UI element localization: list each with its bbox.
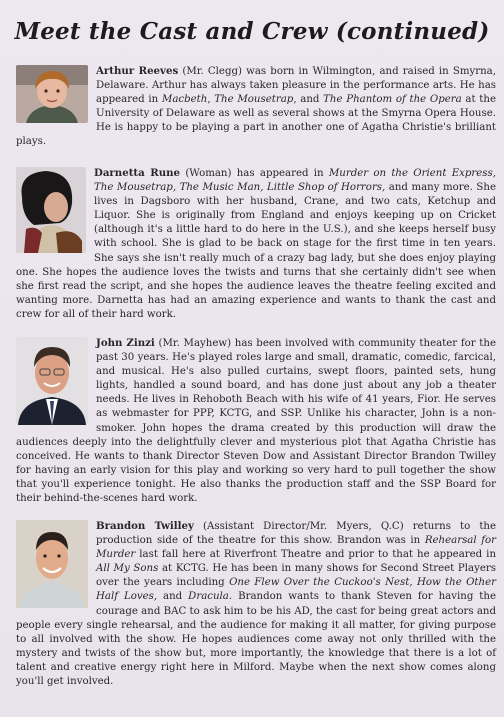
bio-role: (Woman) (185, 168, 232, 179)
headshot-brandon-twilley (16, 520, 88, 608)
bio-text: at KCTG. He has been in many shows for Second Street Players over the years including (96, 563, 496, 589)
bio-darnetta-rune (16, 166, 496, 322)
bio-text: at the University of Delaware as well as several shows at the Smyrna Opera House. He is happy to be playing a part in another one of Agatha Christie's brilliant plays. (16, 94, 496, 148)
bio-name: Arthur Reeves (96, 65, 179, 77)
headshot-arthur-reeves (16, 65, 88, 123)
bio-title: Rehearsal for Murder (96, 535, 496, 561)
bio-title: All My Sons (96, 563, 159, 575)
bio-text: was born in Wilmington, and raised in Smyrna, Delaware. Arthur has always taken pleasure in the performance arts. He has appeared in (96, 66, 496, 106)
bio-title: Murder on the Orient Express, The Mousetrap, The Music Man, Little Shop of Horrors, (94, 168, 497, 194)
page-title: Meet the Cast and Crew (continued) (14, 18, 490, 45)
bio-title: One Flew Over the Cuckoo's Nest, How the Other Half Loves, (96, 577, 496, 603)
bio-name: Brandon Twilley (96, 520, 194, 532)
bio-john-zinzi (16, 336, 496, 506)
bio-text: , and (293, 94, 324, 106)
bio-name: Darnetta Rune (94, 167, 181, 179)
bio-text: and (157, 591, 189, 603)
bio-text: has appeared in (231, 168, 329, 179)
bio-role: (Assistant Director/Mr. Myers, Q.C) (203, 521, 404, 532)
bio-title: The Phantom of the Opera (323, 94, 462, 106)
bio-brandon-twilley (16, 519, 496, 689)
bio-arthur-reeves (16, 64, 496, 150)
bio-text: and many more. She lives in Dagsboro with her husband, Crane, and two cats, Ketchup and Liquor. She is originally from England and enjoys keeping up on Cricket (although it's a little hard to do here in the U.S.), and she keeps herself busy with school. She is glad to be back on stage for the first time in ten years. She says she isn't really much of a crazy bag lady, but she does enjoy playing one. She hopes the audience loves the twists and turns that she certainly didn't see when she first read the script, and she hopes the audience leaves the theatre feeling excited and wanting more. Darnetta has had an amazing experience and wants to thank the cast and crew for all of their hard work. (16, 182, 496, 320)
bio-role: (Mr. Mayhew) (158, 338, 232, 349)
bio-title: Dracula. (188, 591, 233, 603)
bio-role: (Mr. Clegg) (182, 66, 242, 77)
headshot-darnetta-rune (16, 167, 86, 253)
bio-text: returns to the production side of the theatre for this show. Brandon was in (96, 521, 496, 547)
bio-text: has been involved with community theater for the past 30 years. He's played roles large and small, dramatic, comedic, farcical, and musical. He's also pulled curtains, swept floors, painted sets, hung lights, handled a sound board, and has done just about any job a theater needs. He lives in Rehoboth Beach with his wife of 41 years, Fior. He serves as webmaster for PPP, KCTG, and SSP. Unlike his character, John is a non-smoker. John hopes the drama created by this production will draw the audiences deeply into the delightfully clever and mysterious plot that Agatha Christie has conceived. He wants to thank Director Steven Dow and Assistant Director Brandon Twilley for having an early vision for this play and working so very hard to pull together the show that you'll experience tonight. He also thanks the production staff and the SSP Board for their behind-the-scenes hard work. (16, 338, 496, 505)
bio-text: Brandon wants to thank Steven for having the courage and BAC to ask him to be his AD, the cast for being great actors and people every single rehearsal, and the audience for making it all matter, for giving purpose to all involved with the show. He hopes audiences come away not only thrilled with the mystery and twists of the show but, more importantly, the knowledge that there is a lot of talent and creative energy right here in Milford. Maybe when the next show comes along you'll get involved. (16, 591, 496, 688)
bio-name: John Zinzi (96, 337, 155, 349)
bio-text: , (207, 94, 215, 106)
headshot-john-zinzi (16, 337, 88, 425)
bio-text: last fall here at Riverfront Theatre and prior to that he appeared in (135, 549, 496, 561)
bio-title: The Mousetrap (214, 94, 294, 106)
bio-title: Macbeth (161, 94, 208, 106)
